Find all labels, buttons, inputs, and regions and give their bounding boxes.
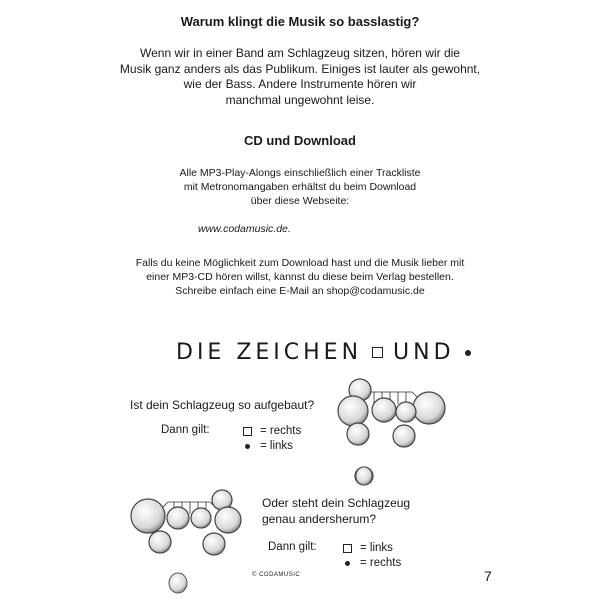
- signs-title-part2: UND: [393, 340, 455, 365]
- paragraph-download: [0, 166, 600, 208]
- legend-row: [240, 439, 301, 454]
- heading-bass: Warum klingt die Musik so basslastig?: [180, 14, 420, 29]
- text-line: Musik ganz anders als das Publikum. Einiges ist lauter als gewohnt,: [119, 61, 481, 76]
- text-line: Oder steht dein Schlagzeug: [262, 496, 411, 510]
- text-line: mit Metronomangaben erhältst du beim Download: [183, 181, 417, 193]
- drum-kit-illustration-2: [118, 488, 248, 600]
- question-1: Ist dein Schlagzeug so aufgebaut?: [130, 398, 315, 412]
- text-line: wie der Bass. Andere Instrumente hören wir: [183, 77, 417, 91]
- paragraph-order: [0, 256, 600, 298]
- copyright: © CODAMUSIC: [252, 572, 301, 578]
- signs-title: [176, 340, 471, 365]
- text-line: genau andersherum?: [262, 512, 377, 526]
- legend-2: [340, 541, 401, 571]
- dot-symbol-icon: [465, 350, 471, 356]
- then-label-2: Dann gilt:: [268, 541, 317, 553]
- text-line: manchmal ungewohnt leise.: [225, 92, 375, 107]
- text-line: Falls du keine Möglichkeit zum Download hast und die Musik lieber mit: [135, 257, 465, 269]
- then-label-1: Dann gilt:: [161, 424, 210, 436]
- text-line: einer MP3-CD hören willst, kannst du diese beim Verlag bestellen.: [146, 271, 454, 283]
- text-line: Wenn wir in einer Band am Schlagzeug sitzen, hören wir die: [140, 46, 460, 60]
- square-icon: [243, 427, 252, 436]
- legend-text: = rechts: [360, 557, 402, 569]
- page-number: 7: [484, 568, 492, 584]
- dot-icon: [245, 444, 250, 449]
- paragraph-bass: [0, 46, 600, 108]
- legend-text: = links: [260, 440, 293, 452]
- legend-row: [340, 556, 401, 571]
- legend-text: = links: [360, 542, 393, 554]
- legend-row: [340, 541, 401, 556]
- legend-row: [240, 424, 301, 439]
- dot-icon: [345, 561, 350, 566]
- signs-title-part1: DIE ZEICHEN: [176, 340, 363, 365]
- question-2: [262, 495, 410, 527]
- legend-text: = rechts: [260, 425, 302, 437]
- drum-kit-illustration-1: [336, 378, 466, 490]
- text-line: über diese Webseite:: [250, 195, 350, 207]
- website-link[interactable]: www.codamusic.de.: [198, 223, 291, 235]
- text-line: Schreibe einfach eine E-Mail an shop@codamusic.de: [175, 285, 425, 297]
- square-symbol-icon: [372, 347, 383, 358]
- legend-1: [240, 424, 301, 454]
- heading-cd-download: CD und Download: [244, 133, 356, 148]
- square-icon: [343, 544, 352, 553]
- text-line: Alle MP3-Play-Alongs einschließlich einer Trackliste: [179, 167, 421, 179]
